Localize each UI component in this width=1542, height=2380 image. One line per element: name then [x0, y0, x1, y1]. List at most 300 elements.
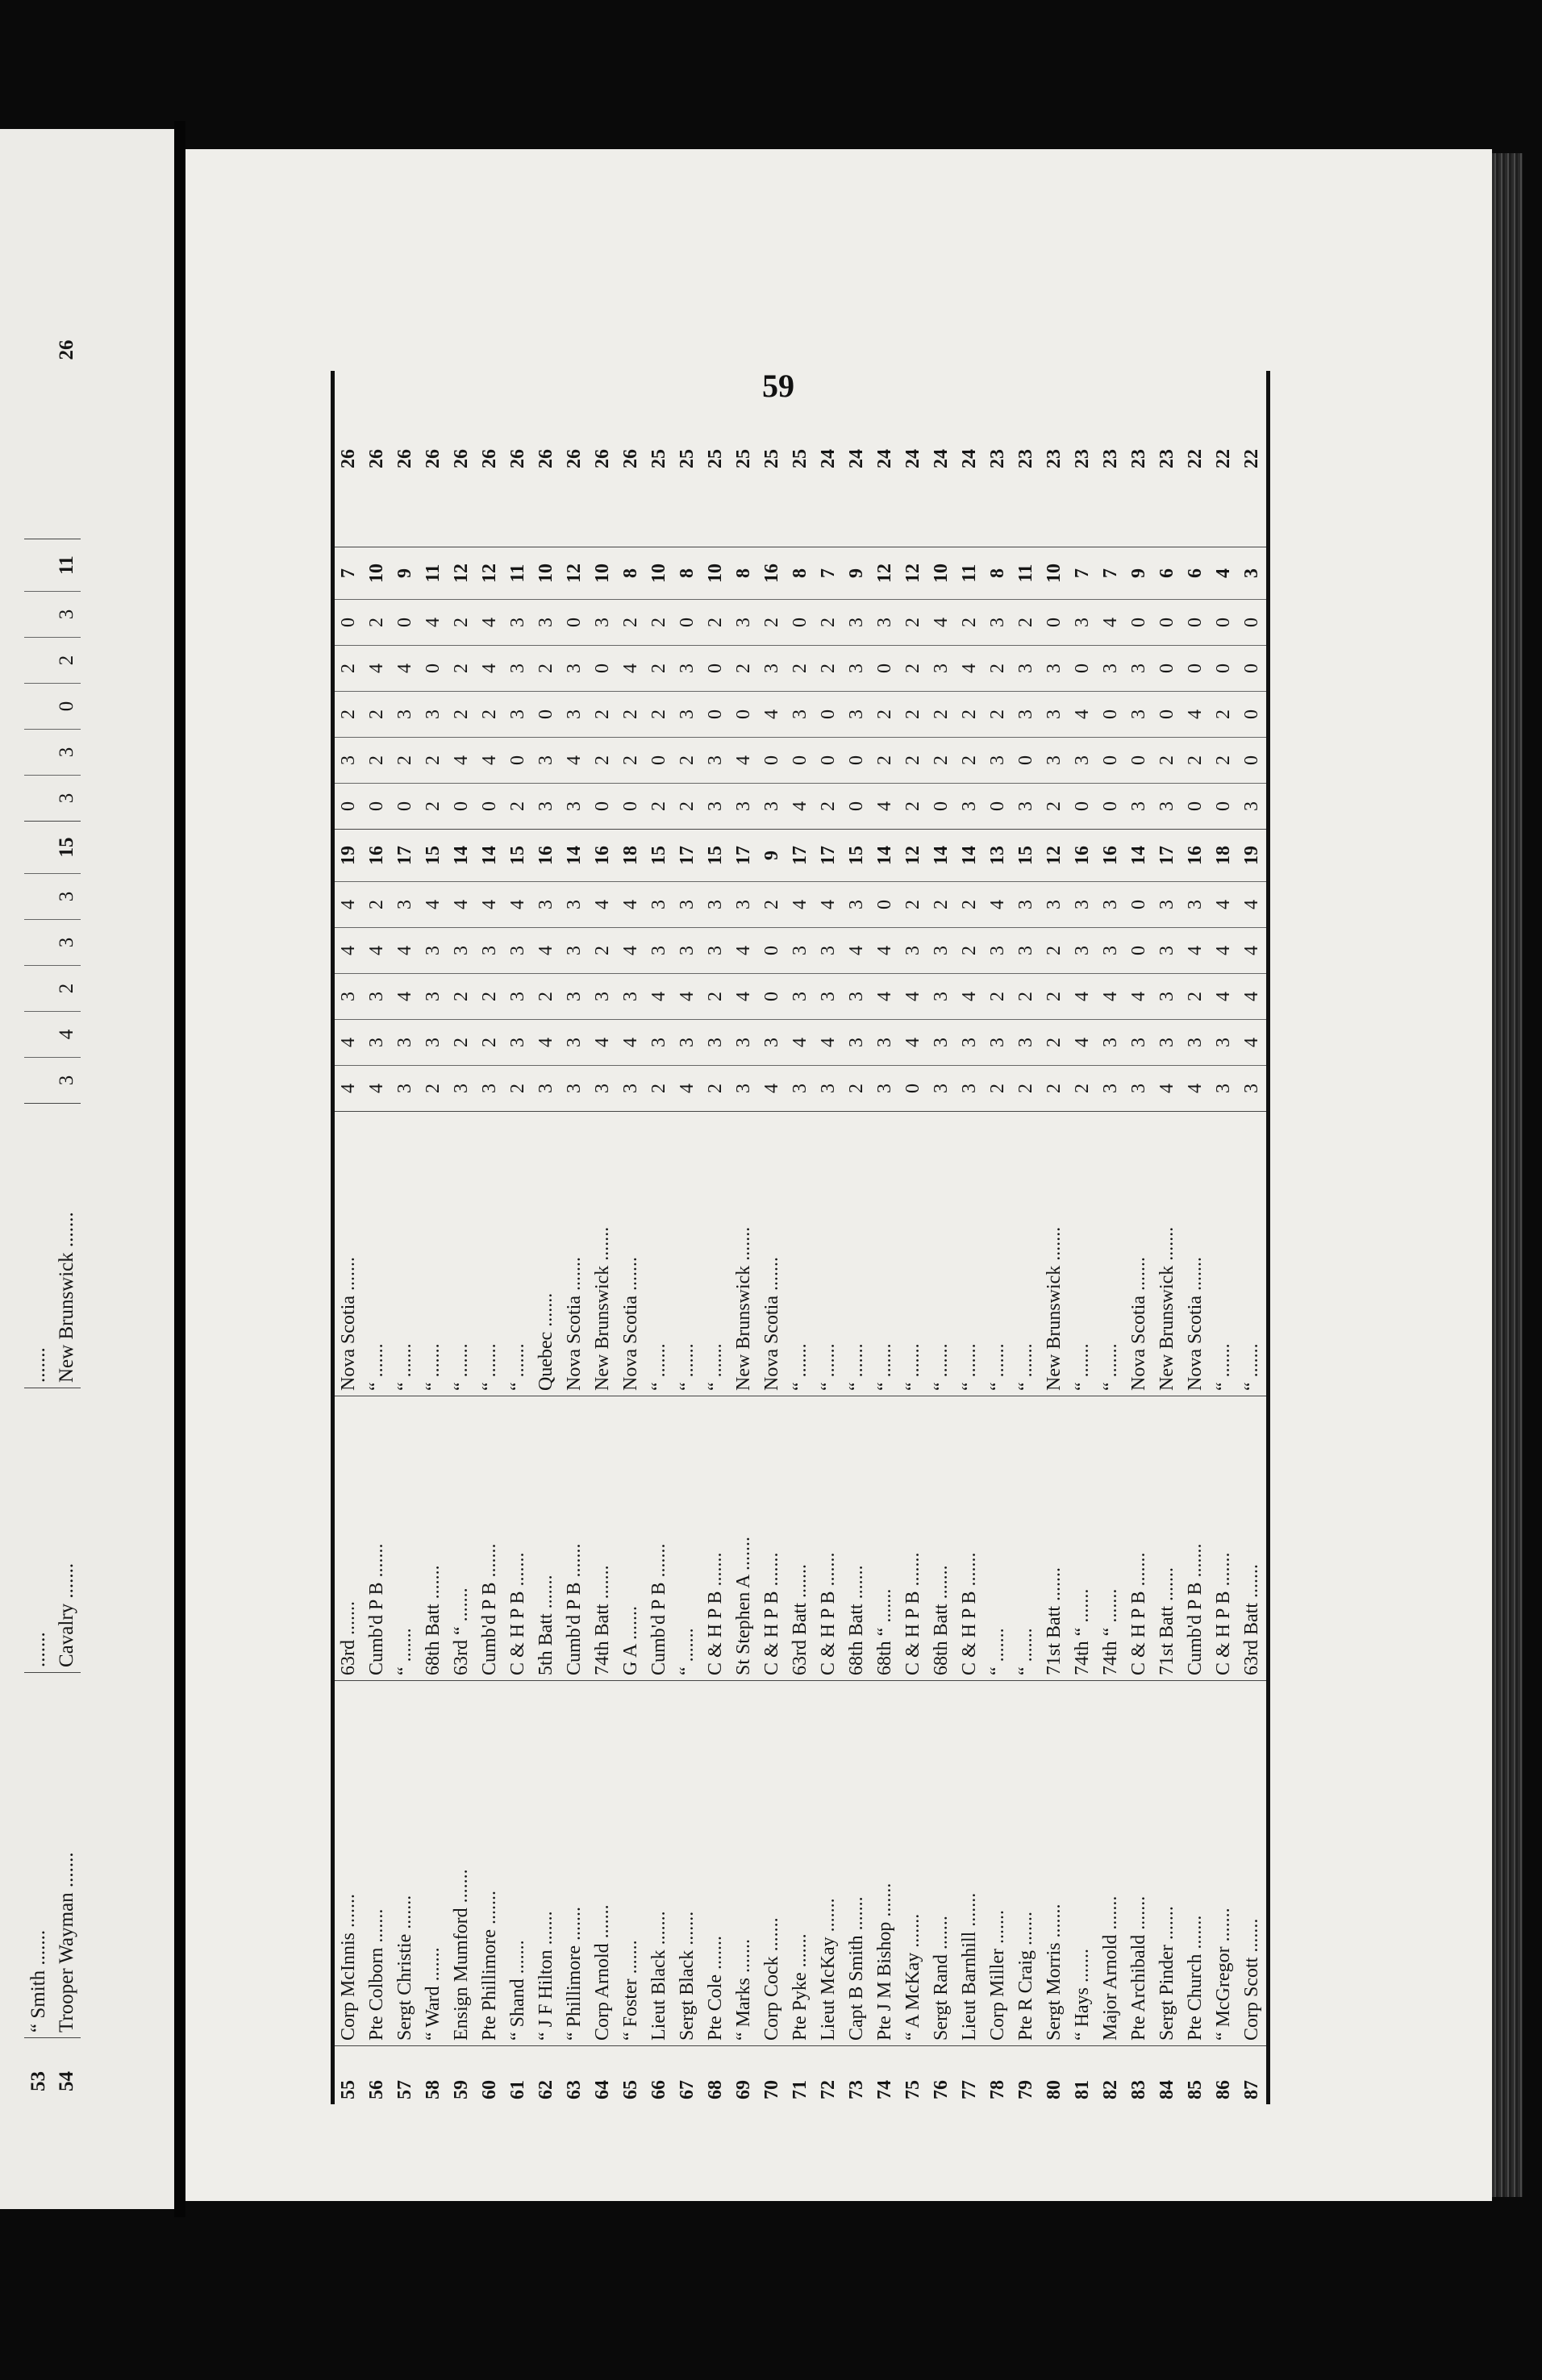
grand-total: 26 [479, 449, 500, 468]
shot-score: 0 [786, 600, 815, 646]
range-total: 7 [1069, 547, 1097, 600]
province-name: “ ....... [391, 1112, 419, 1396]
shot-score: 2 [448, 692, 476, 738]
row-number: 67 [673, 2046, 702, 2105]
shot-score: 4 [984, 882, 1012, 928]
range-total: 11 [52, 539, 81, 592]
province-name: “ ....... [448, 1112, 476, 1396]
corps-name: Cavalry ....... [52, 1388, 81, 1673]
shot-score: 2 [617, 600, 645, 646]
shot-score: 3 [589, 1066, 617, 1112]
shot-score: 2 [333, 692, 364, 738]
shot-score: 0 [1125, 928, 1153, 974]
table-row [476, 371, 504, 2104]
shot-score: 3 [843, 1020, 871, 1066]
shot-score: 3 [984, 738, 1012, 784]
corps-name: 71st Batt ....... [1040, 1396, 1069, 1681]
shot-score: 4 [758, 1066, 786, 1112]
shot-score: 3 [1040, 882, 1069, 928]
shot-score: 4 [476, 600, 504, 646]
province-name: “ ....... [899, 1112, 927, 1396]
province-name: Nova Scotia ....... [758, 1112, 786, 1396]
range-total: 8 [984, 547, 1012, 600]
subtotal-score: 16 [1182, 830, 1210, 882]
subtotal-score: 14 [871, 830, 899, 882]
shot-score: 2 [899, 882, 927, 928]
previous-page-table-area [24, 161, 169, 2096]
range-total: 12 [448, 547, 476, 600]
shot-score: 3 [391, 692, 419, 738]
shot-score: 0 [448, 784, 476, 830]
province-name: “ ....... [843, 1112, 871, 1396]
shot-score: 4 [532, 928, 561, 974]
competitor-name: Sergt Rand ....... [927, 1681, 956, 2046]
shot-score: 3 [1012, 646, 1040, 692]
shot-score: 3 [391, 1020, 419, 1066]
competitor-name: Pte Cole ....... [702, 1681, 730, 2046]
row-number: 77 [956, 2046, 984, 2105]
corps-name: 5th Batt ....... [532, 1396, 561, 1681]
shot-score: 3 [52, 730, 81, 776]
subtotal-score: 17 [730, 830, 758, 882]
range-total: 10 [363, 547, 391, 600]
shot-score: 2 [984, 646, 1012, 692]
shot-score: 3 [561, 784, 589, 830]
shot-score: 3 [1238, 1066, 1269, 1112]
grand-total: 26 [423, 449, 444, 468]
subtotal-score: 16 [1069, 830, 1097, 882]
table-row [899, 371, 927, 2104]
score-table [331, 371, 1270, 2104]
shot-score [24, 1012, 52, 1058]
grand-total: 23 [1156, 449, 1177, 468]
shot-score: 2 [617, 738, 645, 784]
shot-score: 3 [984, 600, 1012, 646]
shot-score: 0 [1182, 600, 1210, 646]
shot-score: 0 [1097, 784, 1125, 830]
shot-score: 2 [1153, 738, 1182, 784]
competitor-name: Ensign Mumford ....... [448, 1681, 476, 2046]
corps-name: C & H P B ....... [956, 1396, 984, 1681]
shot-score: 3 [504, 928, 532, 974]
shot-score: 3 [589, 974, 617, 1020]
table-row [927, 371, 956, 2104]
shot-score: 3 [927, 1020, 956, 1066]
grand-total: 26 [536, 449, 556, 468]
shot-score: 4 [871, 974, 899, 1020]
table-row [758, 371, 786, 2104]
table-row [815, 371, 843, 2104]
shot-score: 2 [1012, 974, 1040, 1020]
corps-name: 68th Batt ....... [927, 1396, 956, 1681]
shot-score: 3 [673, 882, 702, 928]
shot-score: 4 [391, 974, 419, 1020]
competitor-name: Corp Cock ....... [758, 1681, 786, 2046]
shot-score: 2 [448, 646, 476, 692]
shot-score: 2 [758, 600, 786, 646]
grand-total: 26 [564, 449, 585, 468]
shot-score: 0 [1012, 738, 1040, 784]
shot-score: 2 [815, 600, 843, 646]
competitor-name: Pte Archibald ....... [1125, 1681, 1153, 2046]
shot-score [24, 1058, 52, 1104]
range-total: 8 [617, 547, 645, 600]
shot-score: 3 [956, 1066, 984, 1112]
shot-score: 3 [1069, 738, 1097, 784]
table-row [532, 371, 561, 2104]
shot-score: 3 [561, 692, 589, 738]
subtotal-score: 17 [786, 830, 815, 882]
corps-name: Cumb'd P B ....... [561, 1396, 589, 1681]
shot-score [24, 592, 52, 638]
shot-score: 2 [927, 692, 956, 738]
shot-score: 4 [363, 928, 391, 974]
range-total: 11 [956, 547, 984, 600]
shot-score: 2 [899, 600, 927, 646]
shot-score: 3 [504, 1020, 532, 1066]
shot-score: 3 [476, 928, 504, 974]
shot-score: 4 [476, 646, 504, 692]
range-total: 6 [1153, 547, 1182, 600]
table-row [1069, 371, 1097, 2104]
row-number: 74 [871, 2046, 899, 2105]
subtotal-score: 16 [532, 830, 561, 882]
corps-name: Cumb'd P B ....... [645, 1396, 673, 1681]
shot-score: 3 [673, 1020, 702, 1066]
province-name: “ ....... [871, 1112, 899, 1396]
subtotal-score: 14 [927, 830, 956, 882]
shot-score: 2 [504, 784, 532, 830]
shot-score: 3 [758, 646, 786, 692]
shot-score: 3 [899, 928, 927, 974]
shot-score: 3 [419, 692, 448, 738]
table-row [589, 371, 617, 2104]
shot-score: 4 [730, 738, 758, 784]
row-number: 72 [815, 2046, 843, 2105]
shot-score: 4 [1153, 1066, 1182, 1112]
province-name: “ ....... [956, 1112, 984, 1396]
shot-score: 0 [561, 600, 589, 646]
shot-score: 4 [927, 600, 956, 646]
shot-score: 0 [419, 646, 448, 692]
province-name: Nova Scotia ....... [1182, 1112, 1210, 1396]
competitor-name: Trooper Wayman ....... [52, 1673, 81, 2038]
shot-score: 2 [899, 784, 927, 830]
shot-score: 0 [589, 646, 617, 692]
corps-name: C & H P B ....... [758, 1396, 786, 1681]
subtotal-score: 15 [843, 830, 871, 882]
shot-score: 4 [1182, 692, 1210, 738]
province-name: New Brunswick ....... [1040, 1112, 1069, 1396]
shot-score: 0 [927, 784, 956, 830]
shot-score: 0 [476, 784, 504, 830]
shot-score: 4 [730, 974, 758, 1020]
shot-score: 4 [1069, 974, 1097, 1020]
grand-total: 23 [1044, 449, 1065, 468]
subtotal-score: 16 [363, 830, 391, 882]
subtotal-score: 14 [448, 830, 476, 882]
shot-score: 2 [645, 600, 673, 646]
shot-score: 0 [1210, 646, 1238, 692]
shot-score: 2 [730, 646, 758, 692]
shot-score: 0 [899, 1066, 927, 1112]
corps-name: C & H P B ....... [702, 1396, 730, 1681]
shot-score: 2 [702, 974, 730, 1020]
shot-score: 3 [843, 600, 871, 646]
shot-score: 3 [843, 974, 871, 1020]
shot-score: 4 [843, 928, 871, 974]
range-total: 9 [391, 547, 419, 600]
grand-total: 25 [761, 449, 782, 468]
province-name: New Brunswick ....... [589, 1112, 617, 1396]
shot-score: 4 [504, 882, 532, 928]
table-row [1238, 371, 1269, 2104]
shot-score: 0 [1153, 600, 1182, 646]
shot-score: 0 [1097, 738, 1125, 784]
shot-score: 3 [702, 1020, 730, 1066]
shot-score: 3 [532, 738, 561, 784]
subtotal-score: 18 [617, 830, 645, 882]
shot-score: 4 [419, 882, 448, 928]
shot-score: 0 [843, 784, 871, 830]
shot-score: 3 [1097, 646, 1125, 692]
competitor-name: Sergt Christie ....... [391, 1681, 419, 2046]
range-total: 12 [871, 547, 899, 600]
shot-score: 0 [1238, 692, 1269, 738]
subtotal-score: 17 [673, 830, 702, 882]
shot-score: 2 [673, 738, 702, 784]
shot-score: 3 [730, 882, 758, 928]
row-number: 65 [617, 2046, 645, 2105]
table-row [52, 161, 81, 2096]
grand-total: 23 [1072, 449, 1093, 468]
shot-score: 2 [702, 1066, 730, 1112]
shot-score: 4 [871, 928, 899, 974]
province-name: “ ....... [476, 1112, 504, 1396]
shot-score: 3 [645, 1020, 673, 1066]
shot-score: 4 [52, 1012, 81, 1058]
province-name: “ ....... [673, 1112, 702, 1396]
range-total: 11 [419, 547, 448, 600]
shot-score: 2 [391, 738, 419, 784]
row-number: 83 [1125, 2046, 1153, 2105]
range-total: 11 [504, 547, 532, 600]
shot-score: 3 [927, 974, 956, 1020]
shot-score: 2 [758, 882, 786, 928]
shot-score: 4 [617, 646, 645, 692]
subtotal-score: 14 [561, 830, 589, 882]
shot-score: 0 [1210, 784, 1238, 830]
competitor-name: Major Arnold ....... [1097, 1681, 1125, 2046]
table-row [1182, 371, 1210, 2104]
shot-score: 2 [532, 646, 561, 692]
grand-total: 23 [1128, 449, 1149, 468]
subtotal-score: 12 [899, 830, 927, 882]
province-name: “ ....... [786, 1112, 815, 1396]
row-number: 56 [363, 2046, 391, 2105]
province-name: “ ....... [645, 1112, 673, 1396]
shot-score: 4 [589, 882, 617, 928]
range-total: 8 [730, 547, 758, 600]
shot-score: 2 [532, 974, 561, 1020]
grand-total: 26 [620, 449, 641, 468]
shot-score: 3 [589, 600, 617, 646]
table-row [1097, 371, 1125, 2104]
shot-score: 3 [1012, 692, 1040, 738]
subtotal-score: 17 [1153, 830, 1182, 882]
shot-score: 4 [1069, 1020, 1097, 1066]
shot-score: 3 [561, 646, 589, 692]
shot-score: 4 [899, 1020, 927, 1066]
shot-score: 4 [391, 646, 419, 692]
shot-score: 2 [815, 646, 843, 692]
shot-score: 3 [956, 1020, 984, 1066]
corps-name: 68th Batt ....... [419, 1396, 448, 1681]
competitor-name: Pte Phillimore ....... [476, 1681, 504, 2046]
shot-score: 0 [617, 784, 645, 830]
shot-score: 3 [1125, 646, 1153, 692]
shot-score: 2 [448, 974, 476, 1020]
province-name: “ ....... [363, 1112, 391, 1396]
shot-score: 3 [730, 1020, 758, 1066]
shot-score: 3 [730, 600, 758, 646]
shot-score: 0 [589, 784, 617, 830]
grand-total: 25 [733, 449, 754, 468]
shot-score: 4 [476, 738, 504, 784]
range-total: 8 [673, 547, 702, 600]
shot-score: 3 [561, 1020, 589, 1066]
competitor-name: Pte Pyke ....... [786, 1681, 815, 2046]
shot-score: 0 [871, 882, 899, 928]
shot-score: 2 [1040, 974, 1069, 1020]
province-name: “ ....... [815, 1112, 843, 1396]
grand-total: 23 [987, 449, 1008, 468]
shot-score: 0 [333, 784, 364, 830]
grand-total: 24 [931, 449, 952, 468]
row-number: 76 [927, 2046, 956, 2105]
table-row [391, 371, 419, 2104]
shot-score: 2 [363, 882, 391, 928]
province-name: Nova Scotia ....... [617, 1112, 645, 1396]
shot-score: 2 [1182, 974, 1210, 1020]
book-edge [1492, 153, 1523, 2197]
grand-total: 23 [1015, 449, 1036, 468]
shot-score: 3 [702, 928, 730, 974]
shot-score: 0 [1125, 738, 1153, 784]
shot-score: 3 [476, 1066, 504, 1112]
shot-score: 2 [984, 974, 1012, 1020]
range-total: 8 [786, 547, 815, 600]
shot-score: 0 [702, 646, 730, 692]
shot-score: 3 [532, 600, 561, 646]
province-name: “ ....... [1069, 1112, 1097, 1396]
province-name [24, 1104, 52, 1388]
subtotal-score: 19 [1238, 830, 1269, 882]
row-number: 66 [645, 2046, 673, 2105]
shot-score: 3 [1182, 882, 1210, 928]
subtotal-score: 16 [589, 830, 617, 882]
shot-score: 4 [448, 738, 476, 784]
shot-score: 4 [391, 928, 419, 974]
shot-score: 2 [673, 784, 702, 830]
shot-score: 2 [448, 600, 476, 646]
subtotal-score [24, 822, 52, 874]
shot-score: 2 [1012, 1066, 1040, 1112]
shot-score: 3 [419, 928, 448, 974]
competitor-name: “ A McKay ....... [899, 1681, 927, 2046]
corps-name: “ ....... [673, 1396, 702, 1681]
table-row [956, 371, 984, 2104]
shot-score: 0 [1238, 738, 1269, 784]
shot-score: 3 [333, 974, 364, 1020]
range-total: 16 [758, 547, 786, 600]
grand-total: 26 [394, 449, 415, 468]
row-number: 60 [476, 2046, 504, 2105]
shot-score: 0 [984, 784, 1012, 830]
shot-score: 0 [1238, 600, 1269, 646]
competitor-name: “ Shand ....... [504, 1681, 532, 2046]
shot-score: 2 [419, 784, 448, 830]
table-row [24, 161, 52, 2096]
range-total: 6 [1182, 547, 1210, 600]
shot-score: 0 [1153, 646, 1182, 692]
shot-score [24, 966, 52, 1012]
corps-name: C & H P B ....... [899, 1396, 927, 1681]
shot-score: 3 [843, 882, 871, 928]
range-total: 7 [333, 547, 364, 600]
shot-score: 2 [927, 882, 956, 928]
shot-score: 4 [871, 784, 899, 830]
competitor-name: Sergt Pinder ....... [1153, 1681, 1182, 2046]
shot-score: 0 [871, 646, 899, 692]
shot-score: 3 [1153, 928, 1182, 974]
province-name: Nova Scotia ....... [1125, 1112, 1153, 1396]
grand-total: 24 [959, 449, 980, 468]
shot-score: 3 [645, 928, 673, 974]
corps-name: 63rd “ ....... [448, 1396, 476, 1681]
competitor-name: “ J F Hilton ....... [532, 1681, 561, 2046]
row-number: 80 [1040, 2046, 1069, 2105]
shot-score: 3 [52, 874, 81, 920]
competitor-name: “ Ward ....... [419, 1681, 448, 2046]
shot-score: 2 [786, 646, 815, 692]
subtotal-score: 15 [52, 822, 81, 874]
shot-score: 0 [391, 784, 419, 830]
grand-total: 24 [874, 449, 895, 468]
table-row [419, 371, 448, 2104]
table-row [448, 371, 476, 2104]
shot-score: 4 [786, 1020, 815, 1066]
row-number: 54 [52, 2038, 81, 2097]
competitor-name: Corp Scott ....... [1238, 1681, 1269, 2046]
shot-score: 4 [1182, 1066, 1210, 1112]
subtotal-score: 16 [1097, 830, 1125, 882]
shot-score: 4 [786, 784, 815, 830]
row-number: 64 [589, 2046, 617, 2105]
shot-score: 4 [1210, 928, 1238, 974]
shot-score [24, 638, 52, 684]
corps-name: C & H P B ....... [1125, 1396, 1153, 1681]
row-number: 86 [1210, 2046, 1238, 2105]
shot-score: 3 [561, 974, 589, 1020]
shot-score: 2 [476, 692, 504, 738]
shot-score: 2 [419, 738, 448, 784]
shot-score: 0 [730, 692, 758, 738]
shot-score: 3 [1040, 738, 1069, 784]
shot-score: 3 [1125, 692, 1153, 738]
corps-name: 63rd Batt ....... [1238, 1396, 1269, 1681]
corps-name: “ ....... [391, 1396, 419, 1681]
